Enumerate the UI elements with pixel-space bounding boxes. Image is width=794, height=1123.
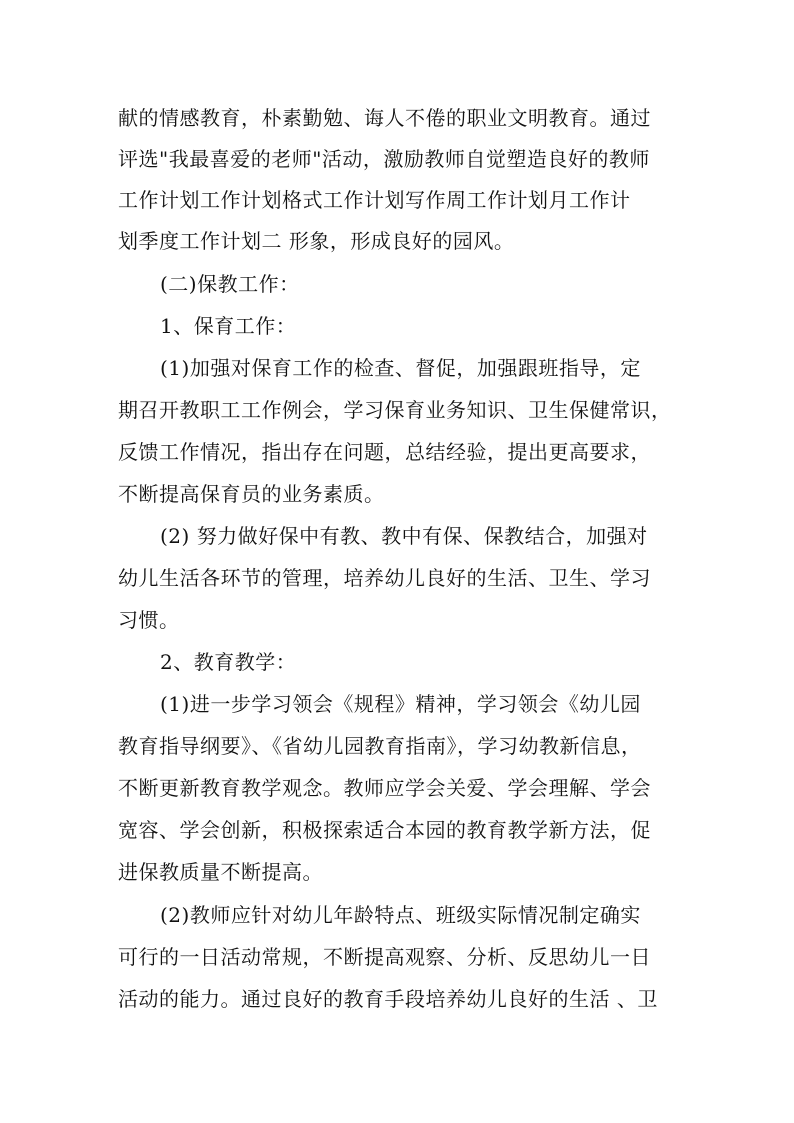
text-line: 进保教质量不断提高。	[118, 860, 323, 884]
text-line: 评选"我最喜爱的老师"活动，激励教师自觉塑造良好的教师	[118, 147, 650, 171]
text-line: 献的情感教育，朴素勤勉、诲人不倦的职业文明教育。通过	[118, 106, 651, 130]
text-line: 不断更新教育教学观念。教师应学会关爱、学会理解、学会	[118, 776, 651, 800]
text-line: (2)教师应针对幼儿年龄特点、班级实际情况制定确实	[160, 903, 641, 927]
text-line: 教育指导纲要》、《省幼儿园教育指南》，学习幼教新信息，	[118, 734, 642, 758]
text-line: (1)进一步学习领会《规程》精神，学习领会《幼儿园	[160, 692, 641, 716]
text-line: 习惯。	[118, 608, 180, 632]
text-line: (2) 努力做好保中有教、教中有保、保教结合，加强对	[160, 524, 648, 548]
text-line: (1)加强对保育工作的检查、督促，加强跟班指导，定	[160, 356, 641, 380]
text-line: 划季度工作计划二 形象，形成良好的园风。	[118, 229, 515, 253]
text-line: 活动的能力。通过良好的教育手段培养幼儿良好的生活 、卫	[118, 987, 658, 1011]
subsection-heading: 1、保育工作：	[160, 314, 297, 338]
text-line: 反馈工作情况，指出存在问题，总结经验，提出更高要求，	[118, 440, 651, 464]
text-line: 可行的一日活动常规，不断提高观察、分析、反思幼儿一日	[118, 945, 651, 969]
text-line: 期召开教职工工作例会，学习保育业务知识、卫生保健常识，	[118, 398, 672, 422]
text-line: 不断提高保育员的业务素质。	[118, 482, 385, 506]
section-heading: (二)保教工作：	[160, 272, 300, 296]
text-line: 幼儿生活各环节的管理，培养幼儿良好的生活、卫生、学习	[118, 566, 651, 590]
text-line: 工作计划工作计划格式工作计划写作周工作计划月工作计	[118, 188, 631, 212]
subsection-heading: 2、教育教学：	[160, 650, 297, 674]
text-line: 宽容、学会创新，积极探索适合本园的教育教学新方法，促	[118, 818, 651, 842]
